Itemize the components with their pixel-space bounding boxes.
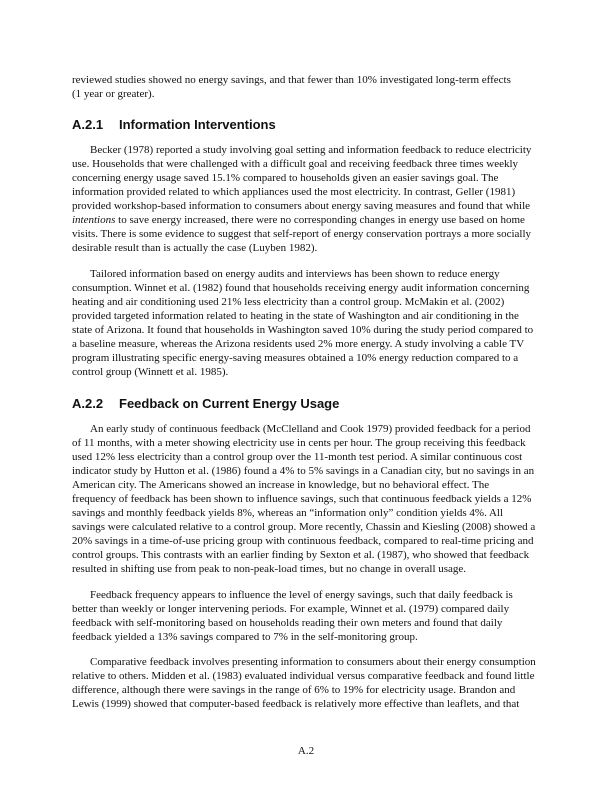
text-line: consumption. Winnet et al. (1982) found that households receiving energy audit information concerning [72,282,530,294]
text-line: heating and air conditioning used 21% less electricity than a control group. McMakin et al. (2002) [72,296,505,308]
text-line: used 12% less electricity than a control group over the 11-month test period. A similar continuous cost [72,451,523,463]
text-line: feedback with self-monitoring based on households reading their own meters and found that daily [72,617,503,629]
text-line: savings and monthly feedback yields 8%, whereas an “information only” condition yields 4%. All [72,507,504,519]
section-title: Information Interventions [119,117,276,132]
text-line: provided workshop-based information to consumers about energy saving measures and found that while [72,200,531,212]
text-line: desirable result than is actually the case (Luyben 1982). [72,242,318,254]
text-span: to save energy increased, there were no corresponding changes in energy use based on home [115,214,525,226]
intro-paragraph [72,73,552,101]
paragraph [72,655,552,711]
text-line: 20% savings in a time-of-use pricing group with continuous feedback, compared to real-time pricing and [72,535,534,547]
text-line: concerning energy usage saved 15.1% compared to households given an easier savings goal. The [72,172,499,184]
text-line: state of Arizona. It found that households in Washington saved 10% during the study period compared to [72,324,534,336]
text-line: use. Households that were challenged with a difficult goal and receiving feedback three times weekly [72,158,519,170]
text-line: savings were calculated relative to a control group. More recently, Chassin and Kiesling (2008) showed a [72,521,536,533]
paragraph [72,588,552,644]
text-line: indicator study by Hutton et al. (1986) found a 4% to 5% savings in a Canadian city, but no savings in an [72,465,535,477]
text-line: Comparative feedback involves presenting information to consumers about their energy consumption [90,656,536,668]
paragraph [72,143,552,255]
section-heading-a21 [72,117,276,133]
text-line: relative to others. Midden et al. (1983) evaluated individual versus comparative feedback and found little [72,670,535,682]
section-number: A.2.1 [72,117,104,132]
text-line: American city. The Americans showed an increase in knowledge, but no behavioral effect. The [72,479,490,491]
text-line: of 11 months, with a meter showing electricity use in cents per hour. The group receiving this feedback [72,437,526,449]
page-number: A.2 [297,745,315,757]
text-line: Becker (1978) reported a study involving goal setting and information feedback to reduce electricity [90,144,532,156]
paragraph [72,267,552,379]
text-line: Lewis (1999) showed that computer-based feedback is relatively more effective than leaflets, and that [72,698,520,710]
text-line: difference, although there were savings in the range of 6% to 19% for electricity usage. Brandon and [72,684,516,696]
text-line: Tailored information based on energy audits and interviews has been shown to reduce energy [90,268,500,280]
section-heading-a22 [72,396,339,412]
section-number: A.2.2 [72,396,104,411]
paragraph [72,422,552,576]
text-line: better than weekly or longer intervening periods. For example, Winnet et al. (1979) compared daily [72,603,510,615]
text-line: control groups. This contrasts with an earlier finding by Sexton et al. (1987), who showed that feedback [72,549,530,561]
text-line: Feedback frequency appears to influence the level of energy savings, such that daily feedback is [90,589,513,601]
text-line: feedback yielded a 13% savings compared to 7% in the self-monitoring group. [72,631,418,643]
text-line: An early study of continuous feedback (McClelland and Cook 1979) provided feedback for a period [90,423,531,435]
text-line: program illustrating specific energy-saving measures obtained a 10% energy reduction compared to a [72,352,519,364]
section-title: Feedback on Current Energy Usage [119,396,340,411]
italic-emphasis: intentions [72,214,116,226]
text-line: provided targeted information related to heating in the state of Washington and air conditioning in the [72,310,519,322]
text-line [72,213,552,227]
text-line: (1 year or greater). [72,88,155,100]
text-line: resulted in shifting use from peak to non-peak-load times, but no change in overall usage. [72,563,467,575]
text-line: information provided related to which appliances used the most electricity. In contrast, Geller (1981) [72,186,516,198]
text-line: reviewed studies showed no energy savings, and that fewer than 10% investigated long-term effects [72,74,511,86]
text-line: control group (Winnett et al. 1985). [72,366,229,378]
text-line: frequency of feedback has been shown to influence savings, such that continuous feedback yields a 12% [72,493,532,505]
text-line: a baseline measure, whereas the Arizona residents used 2% more energy. A study involving a cable TV [72,338,525,350]
text-line: visits. There is some evidence to suggest that self-report of energy conservation portrays a more socially [72,228,532,240]
